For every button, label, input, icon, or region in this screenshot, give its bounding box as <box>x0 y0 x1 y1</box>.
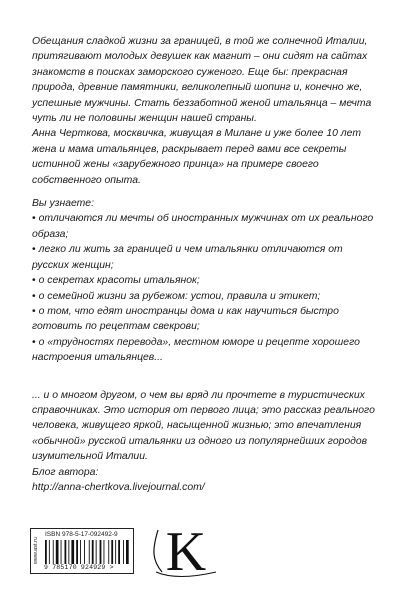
bullet-dot-icon: • <box>32 336 36 348</box>
back-cover-blurb <box>32 34 382 495</box>
bullet-dot-icon: • <box>32 290 36 302</box>
bullet-dot-icon: • <box>32 305 36 317</box>
bullet-item: • отличаются ли мечты об иностранных мужчинах от их реального образа; <box>32 213 374 240</box>
publisher-logo-k-icon <box>150 520 222 580</box>
isbn-number: ISBN 978-5-17-092492-9 <box>45 531 118 538</box>
bullet-item: • о семейной жизни за рубежом: устои, правила и этикет; <box>32 290 321 302</box>
blog-label: Блог автора: <box>32 466 99 478</box>
barcode-bars <box>45 540 129 564</box>
bullet-item: • о секретах красоты итальянок; <box>32 275 200 287</box>
closing-paragraph: ... и о многом другом, о чем вы вряд ли прочтете в туристических справочниках. Это история от первого лица; это рассказ реального человека, живущего яркой, насыщенной жизнью; это впечатления «обычной» русской итальянки из одного из популярнейших городов изумительной Италии. <box>32 389 375 463</box>
bullet-item: • о том, что едят иностранцы дома и как научиться быстро готовить по рецептам свекрови; <box>32 305 339 333</box>
blog-url-link[interactable]: http://anna-chertkova.livejournal.com/ <box>32 481 205 493</box>
isbn-barcode <box>30 528 134 574</box>
you-will-learn-heading: Вы узнаете: <box>32 198 94 210</box>
svg-text:K: K <box>165 521 207 580</box>
intro-paragraph: Обещания сладкой жизни за границей, в той же солнечной Италии, притягивают молодых девушек как магнит – они сидят на сайтах знакомств в поисках заморского суженого. Еще бы: прекрасная природа, древние памятники, великолепный шопинг и, конечно же, успешные мужчины. Стать беззаботной женой итальянца – мечта чуть ли не половины женщин нашей страны. <box>32 36 372 125</box>
bullet-dot-icon: • <box>32 275 36 287</box>
author-paragraph: Анна Черткова, москвичка, живущая в Милане и уже более 10 лет жена и мама итальянцев, раскрывает перед вами все секреты истинной жены «зарубежного принца» на примере своего собственного опыта. <box>32 128 361 186</box>
bullet-item: • о «трудностях перевода», местном юморе и рецепте хорошего настроения итальянцев... <box>32 336 360 364</box>
bullet-item: • легко ли жить за границей и чем итальянки отличаются от русских женщин; <box>32 244 343 271</box>
barcode-digits: 9 785170 924929 > <box>44 564 114 571</box>
bullet-dot-icon: • <box>32 213 36 225</box>
publisher-site-url: www.ast.ru <box>33 537 39 565</box>
bullet-dot-icon: • <box>32 244 36 256</box>
